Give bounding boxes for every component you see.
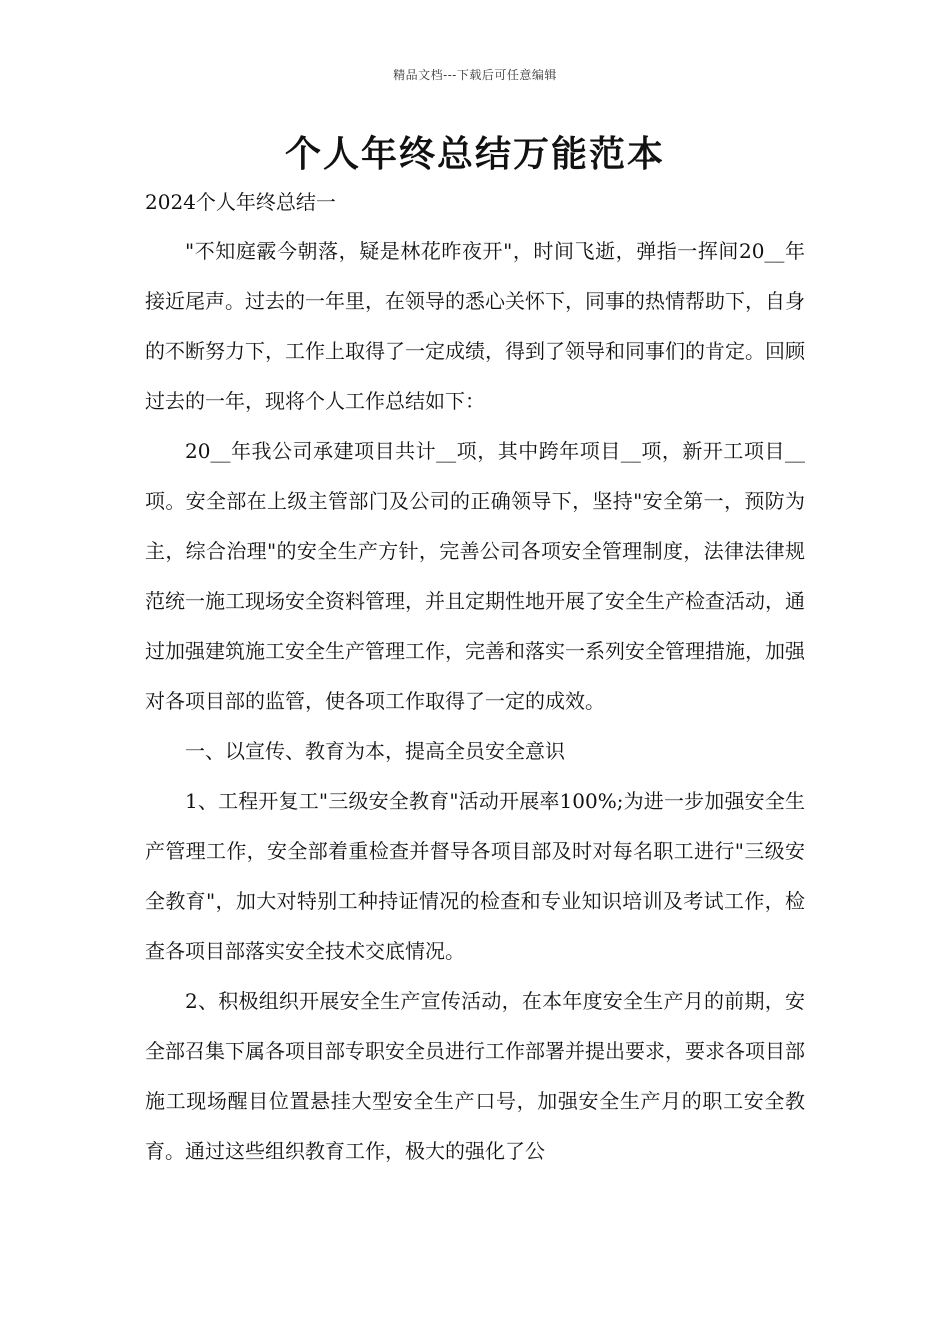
- document-body: [145, 226, 805, 1176]
- header-note: 精品文档---下载后可任意编辑: [393, 68, 557, 82]
- paragraph: "不知庭霰今朝落，疑是林花昨夜开"，时间飞逝，弹指一挥间20__年接近尾声。过去的一年里，在领导的悉心关怀下，同事的热情帮助下，自身的不断努力下，工作上取得了一定成绩，得到了领导和同事们的肯定。回顾过去的一年，现将个人工作总结如下：: [145, 239, 805, 413]
- paragraph: 1、工程开复工"三级安全教育"活动开展率100%;为进一步加强安全生产管理工作，安全部着重检查并督导各项目部及时对每名职工进行"三级安全教育"，加大对特别工种持证情况的检查和专业知识培训及考试工作，检查各项目部落实安全技术交底情况。: [145, 789, 805, 963]
- document-subtitle: 2024个人年终总结一: [145, 190, 336, 214]
- paragraph: 20__年我公司承建项目共计__项，其中跨年项目__项，新开工项目__项。安全部在上级主管部门及公司的正确领导下，坚持"安全第一，预防为主，综合治理"的安全生产方针，完善公司各项安全管理制度，法律法律规范统一施工现场安全资料管理，并且定期性地开展了安全生产检查活动，通过加强建筑施工安全生产管理工作，完善和落实一系列安全管理措施，加强对各项目部的监管，使各项工作取得了一定的成效。: [145, 439, 805, 713]
- section-heading: 一、以宣传、教育为本，提高全员安全意识: [185, 739, 565, 763]
- paragraph: 2、积极组织开展安全生产宣传活动，在本年度安全生产月的前期，安全部召集下属各项目部专职安全员进行工作部署并提出要求，要求各项目部施工现场醒目位置悬挂大型安全生产口号，加强安全生产月的职工安全教育。通过这些组织教育工作，极大的强化了公: [145, 989, 805, 1163]
- document-title: 个人年终总结万能范本: [284, 133, 665, 175]
